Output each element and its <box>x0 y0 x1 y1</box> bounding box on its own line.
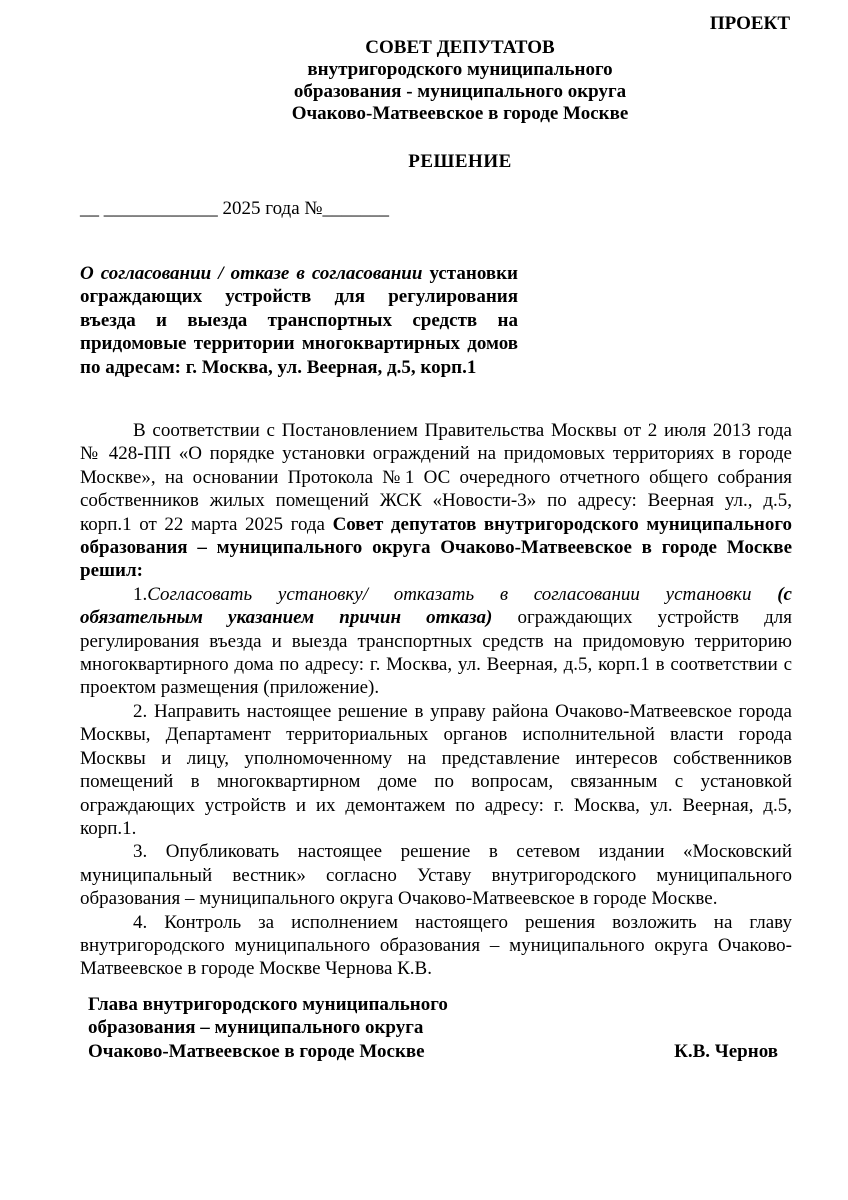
council-subtitle-1: внутригородского муниципального <box>307 59 613 80</box>
item-1-text: ограждающих устройств для регулирования въезда и выезда транспортных средств на придомовую территорию многоквартирного дома по адресу: г. Москва, ул. Веерная, д.5, корп.1 в соответствии с проектом размещения (приложение). <box>80 607 792 699</box>
item-1 <box>80 583 792 700</box>
item-3: 3. Опубликовать настоящее решение в сетевом издании «Московский муниципальный вестник» согласно Уставу внутригородского муниципального образования – муниципального округа Очаково-Матвеевское в городе Москве. <box>80 841 792 910</box>
decision-subject <box>80 262 518 379</box>
date-number-line: __ ____________ 2025 года №_______ <box>80 198 390 219</box>
council-subtitle-3: Очаково-Матвеевское в городе Москве <box>291 103 629 124</box>
signature-row <box>88 1040 788 1063</box>
document-type: РЕШЕНИЕ <box>408 151 512 172</box>
signatory-name: К.В. Чернов <box>674 1040 778 1062</box>
council-title: СОВЕТ ДЕПУТАТОВ <box>365 37 555 58</box>
subject-rest: установки ограждающих устройств для регулирования въезда и выезда транспортных средств на придомовые территории многоквартирных домов по адресам: г. Москва, ул. Веерная, д.5, корп.1 <box>80 263 518 378</box>
signatory-title-1: Глава внутригородского муниципального <box>88 994 448 1015</box>
item-4: 4. Контроль за исполнением настоящего решения возложить на главу внутригородского муниципального образования – муниципального округа Очаково-Матвеевское в городе Москве Чернова К.В. <box>80 911 792 980</box>
item-1-number: 1. <box>133 583 148 605</box>
council-header <box>80 37 840 125</box>
item-2: 2. Направить настоящее решение в управу района Очаково-Матвеевское города Москвы, Департамент территориальных органов исполнительной власти города Москвы и лицу, уполномоченному на представление интересов собственников помещений в многоквартирном доме по вопросам, связанным с установкой ограждающих устройств и их демонтажем по адресу: г. Москва, ул. Веерная, д.5, корп.1. <box>80 700 792 839</box>
decision-body <box>80 419 792 981</box>
subject-italic: О согласовании / отказе в согласовании <box>80 263 423 284</box>
signatory-title-2: образования – муниципального округа <box>88 1017 424 1039</box>
preamble-text: В соответствии с Постановлением Правительства Москвы от 2 июля 2013 года № 428-ПП «О порядке установки ограждений на придомовых территориях в городе Москве», на основании Протокола №1 ОС очередного отчетного общего собрания собственников жилых помещений ЖСК «Новости-3» по адресу: Веерная ул., д.5, корп.1 от 22 марта 2025 года <box>80 420 792 535</box>
signature-block <box>88 993 788 1063</box>
item-1-note: (с обязательным указанием причин отказа) <box>80 583 792 629</box>
draft-stamp: ПРОЕКТ <box>709 13 790 34</box>
preamble-resolution: Совет депутатов внутригородского муниципального образования – муниципального округа Очаково-Матвеевское в городе Москве решил: <box>80 513 792 582</box>
council-subtitle-2: образования - муниципального округа <box>293 81 627 102</box>
item-1-italic: Согласовать установку/ отказать в согласовании установки <box>147 583 778 605</box>
signatory-title-3: Очаково-Матвеевское в городе Москве <box>88 1040 425 1062</box>
preamble-paragraph <box>80 419 792 583</box>
